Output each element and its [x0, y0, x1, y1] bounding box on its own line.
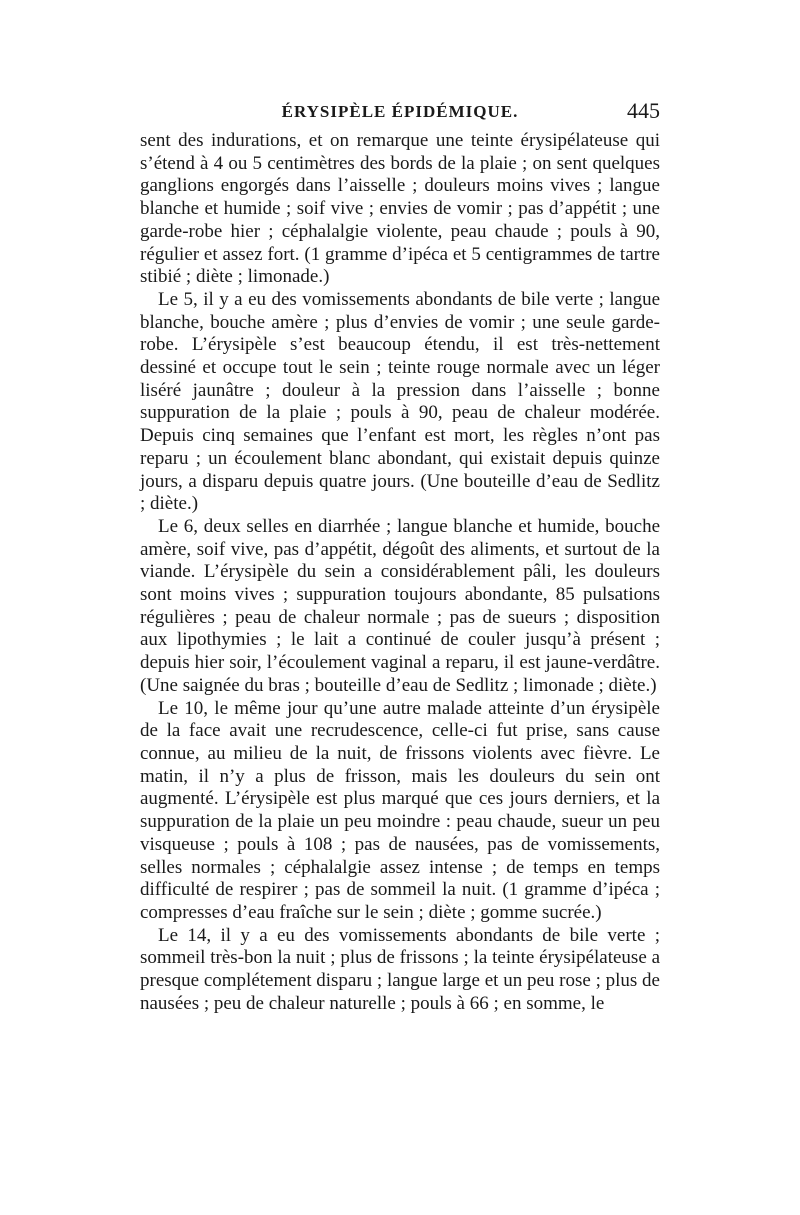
page-number: 445: [627, 98, 660, 123]
paragraph-day-5: Le 5, il y a eu des vomissements abondants de bile verte ; langue blanche, bouche amère ; plus d’envies de vomir ; une seule garde-robe. L’érysipèle s’est beaucoup étendu, il est très-nettement dessiné et occupe tout le sein ; teinte rouge normale avec un léger liséré jaunâtre ; douleur à la pression dans l’aisselle ; bonne suppuration de la plaie ; pouls à 90, peau de chaleur modérée. Depuis cinq semaines que l’enfant est mort, les règles n’ont pas reparu ; un écoulement blanc abondant, qui existait depuis quinze jours, a disparu depuis quatre jours. (Une bouteille d’eau de Sedlitz ; diète.): [140, 288, 660, 515]
page-header: [140, 98, 660, 128]
paragraph-continuation: sent des indurations, et on remarque une teinte érysipélateuse qui s’étend à 4 ou 5 centimètres des bords de la plaie ; on sent quelques ganglions engorgés dans l’aisselle ; douleurs moins vives ; langue blanche et humide ; soif vive ; envies de vomir ; pas d’appétit ; une garde-robe hier ; céphalalgie violente, peau chaude ; pouls à 90, régulier et assez fort. (1 gramme d’ipéca et 5 centigrammes de tartre stibié ; diète ; limonade.): [140, 130, 660, 288]
paragraph-day-10: Le 10, le même jour qu’une autre malade atteinte d’un érysipèle de la face avait une recrudescence, celle-ci fut prise, sans cause connue, au milieu de la nuit, de frissons violents avec fièvre. Le matin, il n’y a plus de frisson, mais les douleurs du sein ont augmenté. L’érysipèle est plus marqué que ces jours derniers, et la suppuration de la plaie un peu moindre : peau chaude, sueur un peu visqueuse ; pouls à 108 ; pas de nausées, pas de vomissements, selles normales ; céphalalgie assez intense ; de temps en temps difficulté de respirer ; pas de sommeil la nuit. (1 gramme d’ipéca ; compresses d’eau fraîche sur le sein ; diète ; gomme sucrée.): [140, 697, 660, 923]
paragraph-day-6: Le 6, deux selles en diarrhée ; langue blanche et humide, bouche amère, soif vive, pas d’appétit, dégoût des aliments, et surtout de la viande. L’érysipèle du sein a considérablement pâli, les douleurs sont moins vives ; suppuration toujours abondante, 85 pulsations régulières ; peau de chaleur normale ; pas de sueurs ; disposition aux lipothymies ; le lait a continué de couler jusqu’à présent ; depuis hier soir, l’écoulement vaginal a reparu, il est jaune-verdâtre. (Une saignée du bras ; bouteille d’eau de Sedlitz ; limonade ; diète.): [140, 515, 660, 696]
page-body: [140, 130, 660, 1015]
paragraph-day-14: Le 14, il y a eu des vomissements abondants de bile verte ; sommeil très-bon la nuit ; plus de frissons ; la teinte érysipélateuse a presque complétement disparu ; langue large et un peu rose ; plus de nausées ; peu de chaleur naturelle ; pouls à 66 ; en somme, le: [140, 924, 660, 1014]
running-title: ÉRYSIPÈLE ÉPIDÉMIQUE.: [281, 102, 519, 121]
